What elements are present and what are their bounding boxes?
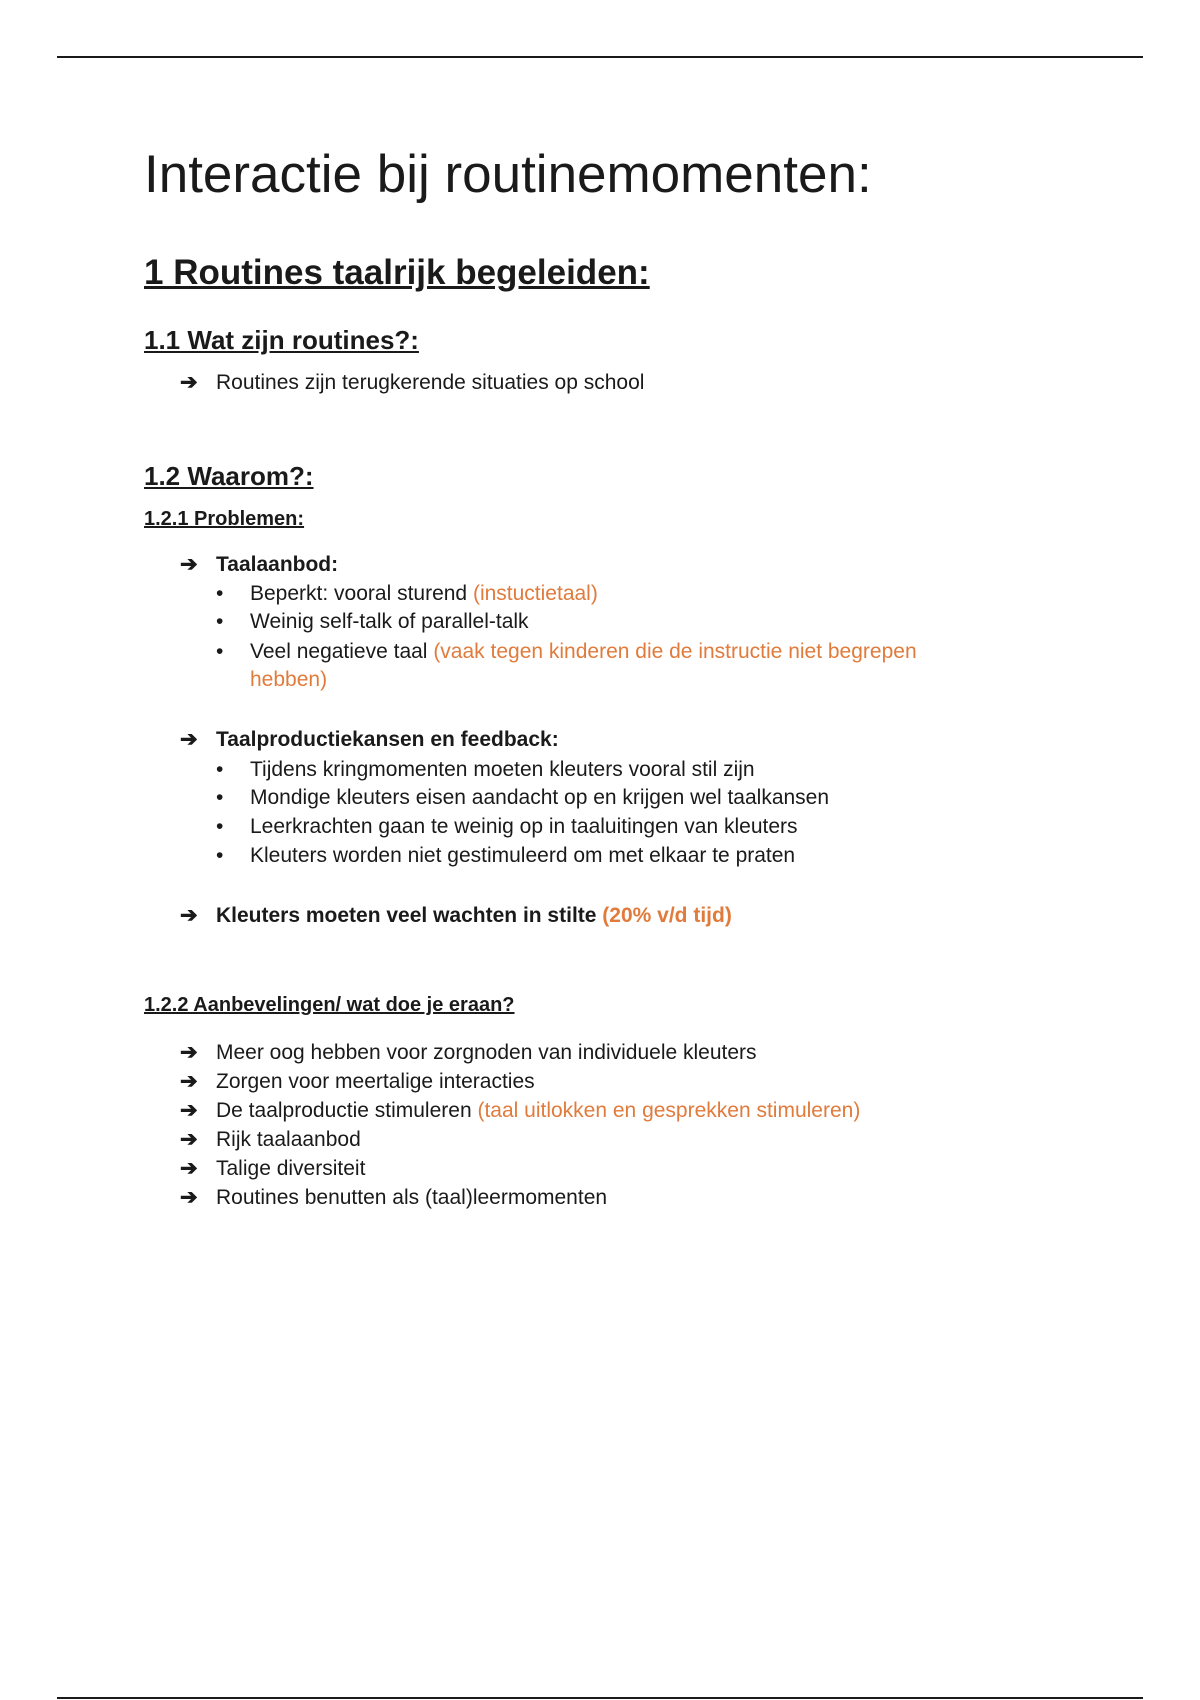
item-text: Mondige kleuters eisen aandacht op en krijgen wel taalkansen — [250, 786, 830, 809]
group-label: Taalaanbod: — [216, 553, 339, 576]
arrow-icon: ➔ — [180, 904, 198, 927]
list-item — [216, 784, 990, 812]
group-wachten — [180, 903, 732, 928]
list-item — [180, 1069, 535, 1094]
section-1-2-heading: 1.2 Waarom?: — [144, 461, 314, 491]
arrow-icon: ➔ — [180, 1070, 198, 1093]
item-note: (instuctietaal) — [472, 582, 598, 605]
bullet-icon: • — [216, 640, 224, 663]
item-text: Veel negatieve taal — [250, 640, 434, 663]
group-taalaanbod — [180, 552, 338, 577]
item-text: Routines zijn terugkerende situaties op school — [216, 371, 645, 394]
bullet-icon: • — [216, 815, 224, 838]
arrow-icon: ➔ — [180, 553, 198, 576]
arrow-icon: ➔ — [180, 1128, 198, 1151]
item-note: (vaak tegen kinderen die de instructie niet begrepen hebben) — [250, 640, 917, 691]
arrow-icon: ➔ — [180, 1186, 198, 1209]
section-1-1-heading: 1.1 Wat zijn routines?: — [144, 325, 419, 355]
bullet-icon: • — [216, 844, 224, 867]
arrow-icon: ➔ — [180, 1157, 198, 1180]
item-text: Tijdens kringmomenten moeten kleuters vooral stil zijn — [250, 758, 755, 781]
arrow-icon: ➔ — [180, 728, 198, 751]
bullet-icon: • — [216, 758, 224, 781]
footer-rule — [57, 1697, 1143, 1699]
item-text: Rijk taalaanbod — [216, 1128, 361, 1151]
list-item — [216, 756, 990, 784]
arrow-icon: ➔ — [180, 1099, 198, 1122]
list-item — [216, 638, 990, 694]
list-item — [216, 813, 990, 841]
list-item — [180, 1098, 860, 1123]
group-taalproductiekansen — [180, 727, 559, 752]
section-1-2-1-heading: 1.2.1 Problemen: — [144, 508, 305, 530]
item-text: Talige diversiteit — [216, 1157, 366, 1180]
list-item — [180, 1040, 757, 1065]
item-text: Leerkrachten gaan te weinig op in taaluitingen van kleuters — [250, 815, 798, 838]
section-1-2-2-heading: 1.2.2 Aanbevelingen/ wat doe je eraan? — [144, 994, 515, 1016]
list-item — [180, 1127, 361, 1152]
document-title: Interactie bij routinemomenten: — [144, 145, 872, 204]
arrow-icon: ➔ — [180, 1041, 198, 1064]
item-text: De taalproductie stimuleren — [216, 1099, 478, 1122]
item-text: Routines benutten als (taal)leermomenten — [216, 1186, 608, 1209]
item-text: Meer oog hebben voor zorgnoden van individuele kleuters — [216, 1041, 757, 1064]
bullet-icon: • — [216, 610, 224, 633]
item-text: Kleuters worden niet gestimuleerd om met elkaar te praten — [250, 844, 796, 867]
arrow-icon: ➔ — [180, 371, 198, 394]
bullet-icon: • — [216, 582, 224, 605]
list-item — [180, 370, 644, 395]
bullet-icon: • — [216, 786, 224, 809]
list-item — [216, 842, 990, 870]
item-note: (taal uitlokken en gesprekken stimuleren) — [477, 1099, 861, 1122]
list-item — [180, 1156, 365, 1181]
item-text: Weinig self-talk of parallel-talk — [250, 610, 529, 633]
list-item — [216, 580, 990, 608]
group-label: Taalproductiekansen en feedback: — [216, 728, 559, 751]
list-item — [180, 1185, 607, 1210]
section-1-heading: 1 Routines taalrijk begeleiden: — [144, 253, 650, 292]
group-label: Kleuters moeten veel wachten in stilte — [216, 904, 603, 927]
item-text: Beperkt: vooral sturend — [250, 582, 473, 605]
group-note: (20% v/d tijd) — [602, 904, 732, 927]
header-rule — [57, 56, 1143, 58]
list-item — [216, 608, 990, 636]
item-text: Zorgen voor meertalige interacties — [216, 1070, 535, 1093]
